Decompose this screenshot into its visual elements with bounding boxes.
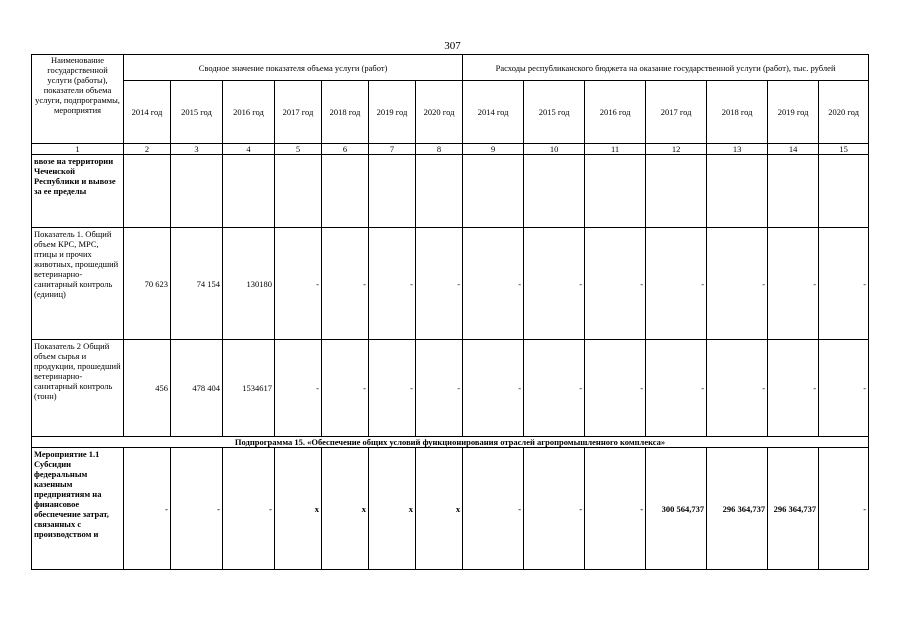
column-number: 6 [322,144,369,155]
table-cell: - [463,448,524,570]
table-cell [171,155,223,228]
header-year-6: 2018 год [322,81,369,144]
column-number: 12 [646,144,707,155]
table-cell: - [463,340,524,437]
table-cell: 296 364,737 [707,448,768,570]
header-year-14: 2019 год [768,81,819,144]
table-cell: 74 154 [171,228,223,340]
column-number: 8 [416,144,463,155]
table-cell: - [275,228,322,340]
table-cell: - [171,448,223,570]
table-cell [275,155,322,228]
row-name: Показатель 1. Общий объем КРС, МРС, птицы и прочих животных, прошедший ветеринарно-санитарный контроль (единиц) [32,228,124,340]
column-number: 15 [819,144,869,155]
table-cell: - [819,448,869,570]
column-number: 4 [223,144,275,155]
table-cell: - [416,228,463,340]
table-cell: 130180 [223,228,275,340]
table-row [32,155,869,228]
row-name: Показатель 2 Общий объем сырья и продукции, прошедший ветеринарно-санитарный контроль (тонн) [32,340,124,437]
header-group-budget: Расходы республиканского бюджета на оказание государственной услуги (работ), тыс. рублей [463,55,869,81]
table-cell: 456 [124,340,171,437]
table-cell [124,155,171,228]
table-cell [819,155,869,228]
table-cell [646,155,707,228]
table-cell: - [369,228,416,340]
measure-name: Мероприятие 1.1 Субсидии федеральным казенным предприятиям на финансовое обеспечение затрат, связанных с производством и [32,448,124,570]
table-cell: х [369,448,416,570]
header-year-12: 2017 год [646,81,707,144]
column-number: 2 [124,144,171,155]
table-cell: - [819,340,869,437]
table-cell: х [416,448,463,570]
table-cell: х [322,448,369,570]
header-year-15: 2020 год [819,81,869,144]
table-cell: 300 564,737 [646,448,707,570]
table-row [32,340,869,437]
header-year-5: 2017 год [275,81,322,144]
header-year-10: 2015 год [524,81,585,144]
column-number: 14 [768,144,819,155]
header-year-2: 2014 год [124,81,171,144]
header-year-11: 2016 год [585,81,646,144]
table-cell: 1534617 [223,340,275,437]
table-cell [369,155,416,228]
column-number: 10 [524,144,585,155]
table-cell: - [585,340,646,437]
column-number: 3 [171,144,223,155]
table-row [32,228,869,340]
table-cell: 296 364,737 [768,448,819,570]
table-cell: 70 623 [124,228,171,340]
column-number: 11 [585,144,646,155]
column-number: 5 [275,144,322,155]
table-cell: - [768,340,819,437]
table-cell [463,155,524,228]
column-number: 1 [32,144,124,155]
table-cell: - [322,340,369,437]
table-row [32,448,869,570]
header-year-13: 2018 год [707,81,768,144]
row-name: ввозе на территории Чеченской Республики и вывозе за ее пределы [32,155,124,228]
header-year-3: 2015 год [171,81,223,144]
table-cell: - [124,448,171,570]
table-cell: - [707,340,768,437]
column-number: 13 [707,144,768,155]
header-year-7: 2019 год [369,81,416,144]
table-cell [585,155,646,228]
page-number: 307 [444,40,461,52]
column-number: 9 [463,144,524,155]
table-cell [322,155,369,228]
table-cell: - [819,228,869,340]
table-cell: х [275,448,322,570]
table-cell: - [223,448,275,570]
table-cell: - [646,340,707,437]
header-year-8: 2020 год [416,81,463,144]
table-cell: - [646,228,707,340]
table-cell: - [463,228,524,340]
table-cell [416,155,463,228]
header-year-4: 2016 год [223,81,275,144]
table-cell: - [322,228,369,340]
report-table [31,54,869,570]
table-cell: - [369,340,416,437]
subprogram-title: Подпрограмма 15. «Обеспечение общих условий функционирования отраслей агропромышленного комплекса» [32,437,869,448]
table-cell: - [524,340,585,437]
table-cell [768,155,819,228]
header-col-name: Наименование государственной услуги (работы), показатели объема услуги, подпрограммы, мероприятия [32,55,124,144]
table-cell: - [585,228,646,340]
table-cell: - [524,228,585,340]
table-cell: 478 404 [171,340,223,437]
table-cell: - [416,340,463,437]
table-cell: - [585,448,646,570]
table-cell [223,155,275,228]
table-cell [524,155,585,228]
table-cell: - [275,340,322,437]
column-number: 7 [369,144,416,155]
table-cell: - [707,228,768,340]
table-cell: - [768,228,819,340]
header-group-volume: Сводное значение показателя объема услуги (работ) [124,55,463,81]
table-cell: - [524,448,585,570]
header-year-9: 2014 год [463,81,524,144]
table-cell [707,155,768,228]
